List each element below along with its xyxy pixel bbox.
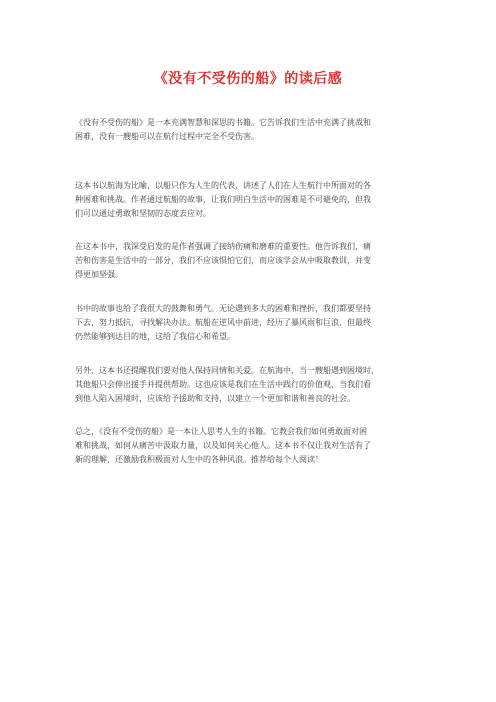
paragraph-6: 总之，《没有不受伤的船》是一本让人思考人生的书籍。它教会我们如何勇敢面对困 难和挑战，如何从痛苦中汲取力量，以及如何关心他人。这本书不仅让我对生活有了 新的理解，还激励我积极面对人生中的各种风浪。推荐给每个人阅读！ — [75, 427, 371, 464]
paragraph-4: 书中的故事也给了我很大的鼓舞和勇气。无论遇到多大的困难和挫折，我们都要坚持 下去，努力抵抗，寻找解决办法。航船在逆风中前进，经历了暴风雨和巨浪，但最终 仍然能够到达目的地，这给了我信心和希望。 — [75, 304, 371, 341]
page-title: 《没有不受伤的船》的读后感 — [153, 71, 343, 87]
paragraph-2: 这本书以航海为比喻，以船只作为人生的代表，讲述了人们在人生航行中所面对的各 种困难和挑战。作者通过航船的故事，让我们明白生活中的困难是不可避免的，但我 们可以通过勇敢和坚韧的态度去应对。 — [75, 181, 371, 218]
paragraph-3: 在这本书中，我深受启发的是作者强调了接纳伤痛和磨难的重要性。他告诉我们，痛 苦和伤害是生活中的一部分，我们不应该惧怕它们，而应该学会从中吸取教训，并变 得更加坚强。 — [75, 242, 371, 279]
paragraph-5: 另外，这本书还提醒我们要对他人保持同情和关爱。在航海中，当一艘船遇到困境时， 其他船只会伸出援手并提供帮助。这也应该是我们在生活中践行的价值观，当我们看 到他人陷入困境时，应该给予援助和支持，以建立一个更加和谐和善良的社会。 — [75, 366, 379, 403]
paragraph-1: 《没有不受伤的船》是一本充满智慧和深思的书籍。它告诉我们生活中充满了挑战和 困难，没有一艘船可以在航行过程中完全不受伤害。 — [75, 118, 371, 141]
